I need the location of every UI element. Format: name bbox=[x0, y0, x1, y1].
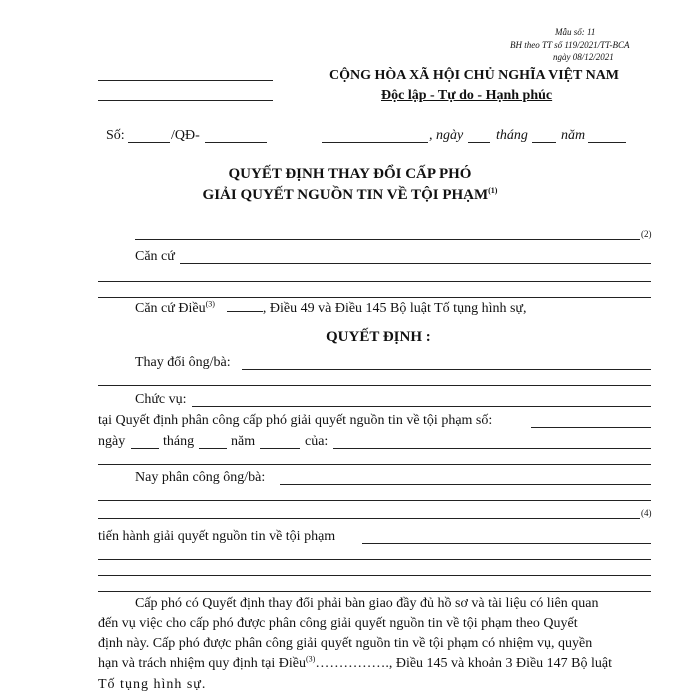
date-ngay-label: , ngày bbox=[429, 128, 464, 143]
note-ref-4: (4) bbox=[641, 508, 652, 518]
tien-hanh-field-1[interactable] bbox=[362, 543, 651, 544]
agency-line-2[interactable] bbox=[98, 100, 273, 101]
decision-heading-colon: : bbox=[425, 329, 431, 345]
document-title-line1: QUYẾT ĐỊNH THAY ĐỔI CẤP PHÓ bbox=[228, 166, 472, 182]
paragraph-line-4b: ……………., Điều 145 và khoản 3 Điều 147 Bộ luật bbox=[315, 656, 613, 671]
nay-phan-cong-label: Nay phân công ông/bà: bbox=[135, 470, 266, 485]
can-cu-dieu-label: Căn cứ Điều bbox=[135, 301, 206, 316]
nay-phan-cong-field-2[interactable] bbox=[98, 500, 651, 501]
paragraph-line-1: Cấp phó có Quyết định thay đổi phải bàn giao đầy đủ hồ sơ và tài liệu có liên quan bbox=[135, 596, 599, 611]
form-number: Mẫu số: 11 bbox=[555, 27, 596, 37]
can-cu-field-1[interactable] bbox=[180, 263, 651, 264]
authority-line[interactable] bbox=[135, 239, 640, 240]
cua-label: của: bbox=[305, 434, 329, 449]
national-title: CỘNG HÒA XÃ HỘI CHỦ NGHĨA VIỆT NAM bbox=[329, 68, 620, 83]
date-thang-label: tháng bbox=[496, 128, 528, 143]
note-ref-2: (2) bbox=[641, 229, 652, 239]
nam-label: năm bbox=[231, 434, 256, 449]
thang-label: tháng bbox=[163, 434, 195, 449]
tai-qd-field[interactable] bbox=[531, 427, 651, 428]
tien-hanh-field-4[interactable] bbox=[98, 591, 651, 592]
thay-doi-field-2[interactable] bbox=[98, 385, 651, 386]
paragraph-line-4a: hạn và trách nhiệm quy định tại Điều bbox=[98, 656, 306, 671]
date-nam-label: năm bbox=[561, 128, 586, 143]
thay-doi-label: Thay đổi ông/bà: bbox=[135, 355, 231, 370]
can-cu-field-3[interactable] bbox=[98, 297, 651, 298]
can-cu-field-2[interactable] bbox=[98, 281, 651, 282]
tien-hanh-label: tiến hành giải quyết nguồn tin về tội phạm bbox=[98, 529, 336, 544]
agency-line-1[interactable] bbox=[98, 80, 273, 81]
can-cu-label: Căn cứ bbox=[135, 249, 175, 264]
title-note-ref: (1) bbox=[488, 186, 498, 195]
nam-field[interactable] bbox=[260, 448, 300, 449]
decision-heading-text: QUYẾT ĐỊNH bbox=[326, 329, 422, 345]
can-cu-dieu-rest: , Điều 49 và Điều 145 Bộ luật Tố tụng hình sự, bbox=[262, 301, 527, 316]
national-motto: Độc lập - Tự do - Hạnh phúc bbox=[381, 88, 553, 103]
paragraph-line-4 bbox=[98, 656, 612, 672]
paragraph-line-2: đến vụ việc cho cấp phó được phân công giải quyết nguồn tin về tội phạm theo Quyết bbox=[98, 616, 578, 631]
chuc-vu-label: Chức vụ: bbox=[135, 392, 187, 407]
paragraph-line-3: định này. Cấp phó được phân công giải quyết nguồn tin về tội phạm có nhiệm vụ, quyền bbox=[98, 636, 593, 651]
note-ref-3: (3) bbox=[205, 299, 215, 309]
year-field[interactable] bbox=[588, 142, 626, 143]
note-ref-3b: (3) bbox=[306, 654, 316, 664]
thay-doi-field-1[interactable] bbox=[242, 369, 651, 370]
paragraph-line-5: Tố tụng hình sự. bbox=[98, 677, 207, 692]
number-suffix: /QĐ- bbox=[171, 128, 200, 143]
agency-code-field[interactable] bbox=[205, 142, 267, 143]
tai-qd-label: tại Quyết định phân công cấp phó giải quyết nguồn tin về tội phạm số: bbox=[98, 413, 493, 428]
tien-hanh-field-2[interactable] bbox=[98, 559, 651, 560]
can-cu-dieu-line bbox=[135, 301, 527, 317]
ngay-label: ngày bbox=[98, 434, 126, 449]
decision-heading bbox=[326, 329, 431, 346]
chuc-vu-field[interactable] bbox=[192, 406, 651, 407]
day-field[interactable] bbox=[468, 142, 490, 143]
nay-phan-cong-field-1[interactable] bbox=[280, 484, 651, 485]
form-issued-by: BH theo TT số 119/2021/TT-BCA bbox=[510, 40, 630, 50]
nay-phan-cong-field-3[interactable] bbox=[98, 518, 640, 519]
cua-field-2[interactable] bbox=[98, 464, 651, 465]
thang-field[interactable] bbox=[199, 448, 227, 449]
tien-hanh-field-3[interactable] bbox=[98, 575, 651, 576]
month-field[interactable] bbox=[532, 142, 556, 143]
dieu-field[interactable] bbox=[227, 311, 263, 312]
document-title-line2 bbox=[0, 187, 700, 204]
place-field[interactable] bbox=[322, 142, 428, 143]
cua-field[interactable] bbox=[333, 448, 651, 449]
title-line2-text: GIẢI QUYẾT NGUỒN TIN VỀ TỘI PHẠM bbox=[202, 187, 489, 203]
ngay-field[interactable] bbox=[131, 448, 159, 449]
number-label: Số: bbox=[106, 128, 125, 143]
form-issued-date: ngày 08/12/2021 bbox=[553, 52, 614, 62]
number-field[interactable] bbox=[128, 142, 170, 143]
